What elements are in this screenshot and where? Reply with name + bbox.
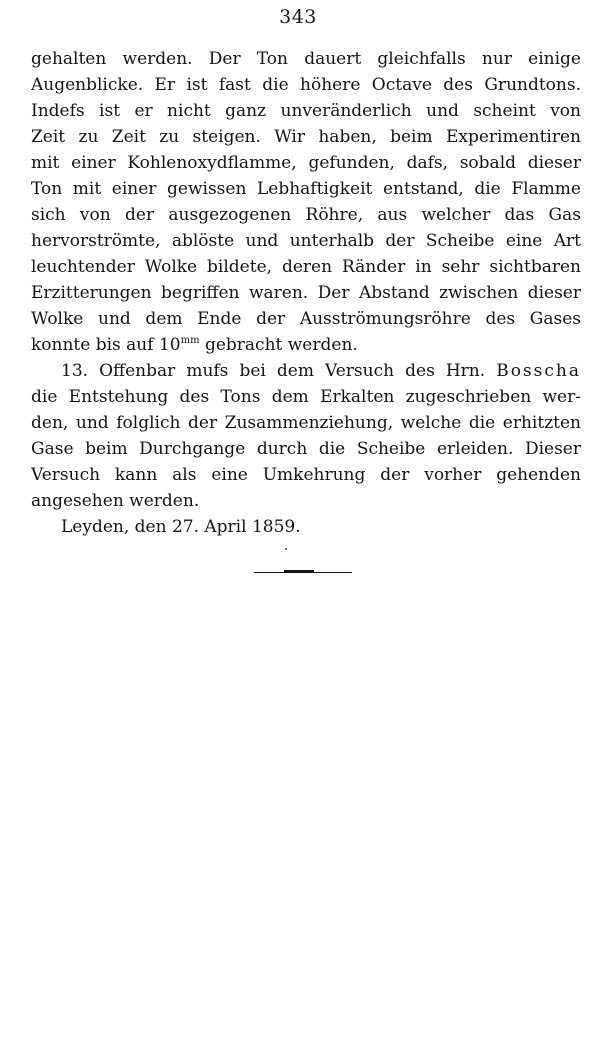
ink-dot <box>285 548 287 550</box>
paragraph-2 <box>31 358 581 514</box>
text-line: leuchtender Wolke bildete, deren Ränder in sehr sichtbaren <box>31 257 581 277</box>
text-line: angesehen werden. <box>31 491 200 511</box>
text-line: Erzitterungen begriffen waren. Der Abstand zwischen dieser <box>31 283 581 303</box>
text-line: Ton mit einer gewissen Lebhaftigkeit entstand, die Flamme <box>31 179 581 199</box>
page-number: 343 <box>279 6 317 28</box>
paragraph-1 <box>31 46 581 358</box>
text-line: Wolke und dem Ende der Ausströmungsröhre des Gases <box>31 309 581 329</box>
text-fragment: gebracht werden. <box>199 335 358 355</box>
text-line <box>31 358 581 384</box>
text-line: hervorströmte, ablöste und unterhalb der Scheibe eine Art <box>31 231 581 251</box>
text-fragment: 13. Offenbar mufs bei dem Versuch des Hrn. <box>61 361 497 381</box>
person-name: Bosscha <box>496 361 581 381</box>
text-fragment: konnte bis auf 10 <box>31 335 181 355</box>
text-line: Versuch kann als eine Umkehrung der vorher gehenden <box>31 465 581 485</box>
signature-line: Leyden, den 27. April 1859. <box>61 517 301 537</box>
text-line: Augenblicke. Er ist fast die höhere Octave des Grundtons. <box>31 75 581 95</box>
text-line: den, und folglich der Zusammenziehung, welche die erhitzten <box>31 413 581 433</box>
text-line: mit einer Kohlenoxydflamme, gefunden, dafs, sobald dieser <box>31 153 581 173</box>
text-line: Zeit zu Zeit zu steigen. Wir haben, beim Experimentiren <box>31 127 581 147</box>
text-line: Gase beim Durchgange durch die Scheibe erleiden. Dieser <box>31 439 581 459</box>
text-line: gehalten werden. Der Ton dauert gleichfalls nur einige <box>31 49 581 69</box>
text-line <box>31 332 581 358</box>
body-text <box>31 46 581 540</box>
end-rule-center <box>284 570 314 573</box>
text-line: sich von der ausgezogenen Röhre, aus welcher das Gas <box>31 205 581 225</box>
unit-superscript: mm <box>180 335 200 346</box>
text-line: Indefs ist er nicht ganz unveränderlich und scheint von <box>31 101 581 121</box>
text-line: die Entstehung des Tons dem Erkalten zugeschrieben wer- <box>31 387 581 407</box>
